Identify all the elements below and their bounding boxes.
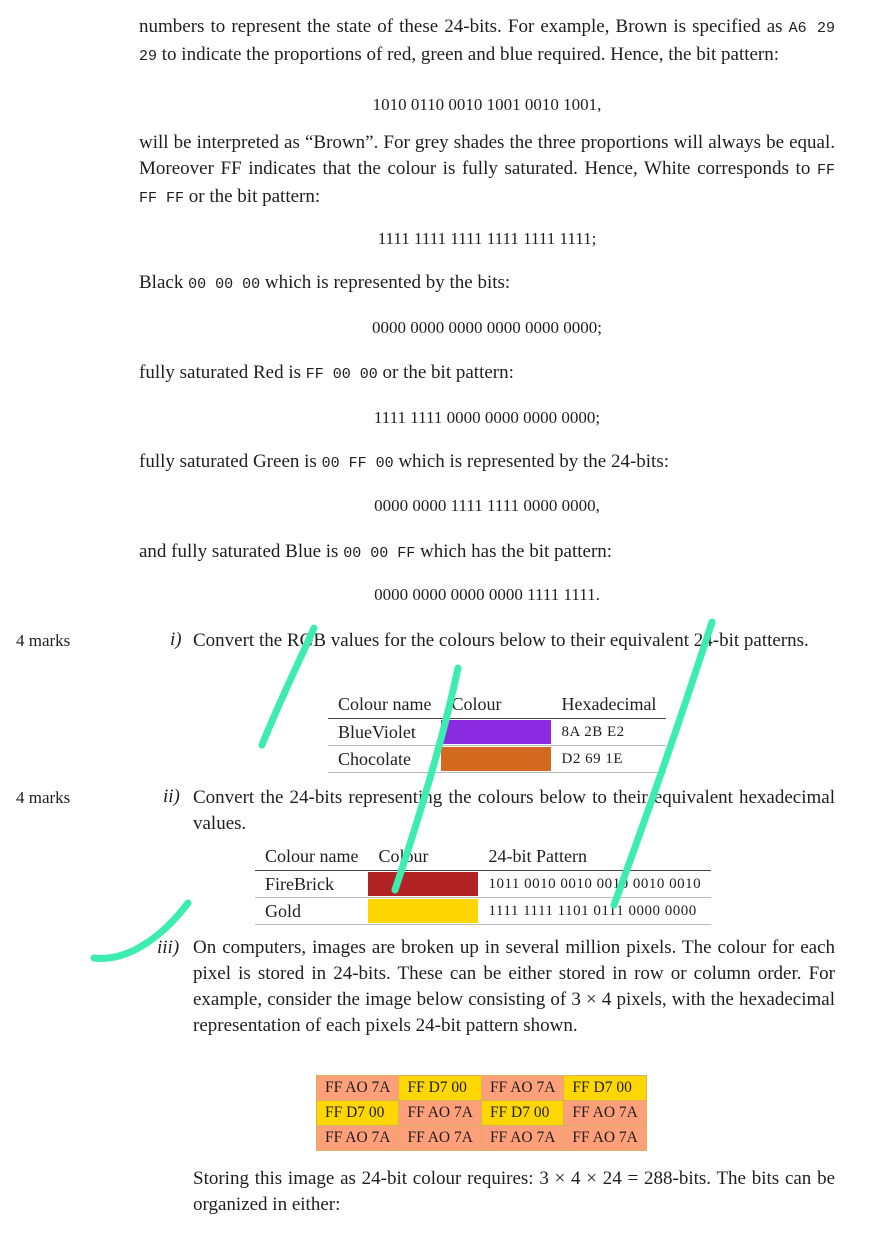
blue-bits: 0000 0000 0000 0000 1111 1111. xyxy=(374,585,600,604)
colour-swatch xyxy=(441,747,551,771)
q3-label: iii) xyxy=(157,937,180,958)
pixel-cell: FF AO 7A xyxy=(481,1126,563,1151)
row-colour-name: FireBrick xyxy=(255,871,368,898)
red-line: fully saturated Red is FF 00 00 or the bit pattern: xyxy=(139,362,514,383)
black-bits: 0000 0000 0000 0000 0000 0000; xyxy=(372,318,602,337)
red-bits: 1111 1111 0000 0000 0000 0000; xyxy=(373,408,601,427)
q1-header-colour: Colour xyxy=(441,690,551,719)
table-row xyxy=(328,719,666,746)
q1-marks: 4 marks xyxy=(16,631,71,650)
q2-header-colour: Colour xyxy=(368,842,478,871)
black-line: Black 00 00 00 which is represented by the bits: xyxy=(139,272,511,293)
pixel-cell: FF AO 7A xyxy=(564,1126,646,1151)
pixel-cell: FF D7 00 xyxy=(564,1076,646,1101)
pixel-cell: FF AO 7A xyxy=(399,1101,481,1126)
q1-label: i) xyxy=(170,629,182,650)
row-hex: 8A 2B E2 xyxy=(551,719,666,746)
row-colour-name: Chocolate xyxy=(328,746,441,773)
q2-marks: 4 marks xyxy=(16,788,71,807)
q1-header-name: Colour name xyxy=(328,690,441,719)
q3-footer: Storing this image as 24-bit colour requires: 3 × 4 × 24 = 288-bits. The bits can be organized in either: xyxy=(193,1168,835,1215)
q1-colour-table xyxy=(328,690,666,773)
green-line: fully saturated Green is 00 FF 00 which is represented by the 24-bits: xyxy=(139,451,670,472)
pixel-cell: FF AO 7A xyxy=(317,1126,399,1151)
brown-bits: 1010 0110 0010 1001 0010 1001, xyxy=(372,95,602,114)
q2-colour-table xyxy=(255,842,711,925)
row-colour-name: BlueViolet xyxy=(328,719,441,746)
brown-hex: A6 29 29 xyxy=(139,20,835,65)
intro-paragraph-2: will be interpreted as “Brown”. For grey shades the three proportions will always be equal. Moreover FF indicates that the colour is fully saturated. Hence, White corresponds to FF FF FF or the bit pattern: xyxy=(139,132,835,207)
pixel-grid xyxy=(316,1075,647,1151)
pixel-cell: FF AO 7A xyxy=(481,1076,563,1101)
colour-swatch xyxy=(368,899,478,923)
row-bits: 1111 1111 1101 0111 0000 0000 xyxy=(478,898,711,925)
blue-line: and fully saturated Blue is 00 00 FF which has the bit pattern: xyxy=(139,541,613,562)
pixel-cell: FF AO 7A xyxy=(564,1101,646,1126)
colour-swatch xyxy=(368,872,478,896)
q2-text: Convert the 24-bits representing the colours below to their equivalent hexadecimal values. xyxy=(193,787,835,834)
q2-header-name: Colour name xyxy=(255,842,368,871)
q3-text: On computers, images are broken up in several million pixels. The colour for each pixel is stored in 24-bits. These can be either stored in row or column order. For example, consider the image below consisting of 3 × 4 pixels, with the hexadecimal representation of each pixels 24-bit pattern shown. xyxy=(193,937,835,1036)
row-colour-name: Gold xyxy=(255,898,368,925)
q2-header-bits: 24-bit Pattern xyxy=(478,842,711,871)
pixel-cell: FF AO 7A xyxy=(399,1126,481,1151)
white-bits: 1111 1111 1111 1111 1111 1111; xyxy=(377,229,597,248)
colour-swatch xyxy=(441,720,551,744)
table-row xyxy=(255,871,711,898)
white-hex: FF FF FF xyxy=(139,162,835,207)
pixel-cell: FF D7 00 xyxy=(481,1101,563,1126)
pixel-cell: FF AO 7A xyxy=(317,1076,399,1101)
row-bits: 1011 0010 0010 0010 0010 0010 xyxy=(478,871,711,898)
pixel-cell: FF D7 00 xyxy=(399,1076,481,1101)
table-row xyxy=(328,746,666,773)
table-row xyxy=(255,898,711,925)
green-bits: 0000 0000 1111 1111 0000 0000, xyxy=(374,496,600,515)
q1-text: Convert the RGB values for the colours below to their equivalent 24-bit patterns. xyxy=(193,630,809,651)
pixel-cell: FF D7 00 xyxy=(317,1101,399,1126)
row-hex: D2 69 1E xyxy=(551,746,666,773)
q2-label: ii) xyxy=(163,786,180,807)
q1-header-hex: Hexadecimal xyxy=(551,690,666,719)
intro-paragraph-1: numbers to represent the state of these 24-bits. For example, Brown is specified as A6 29 29 to indicate the proportions of red, green and blue required. Hence, the bit pattern: xyxy=(139,16,835,65)
